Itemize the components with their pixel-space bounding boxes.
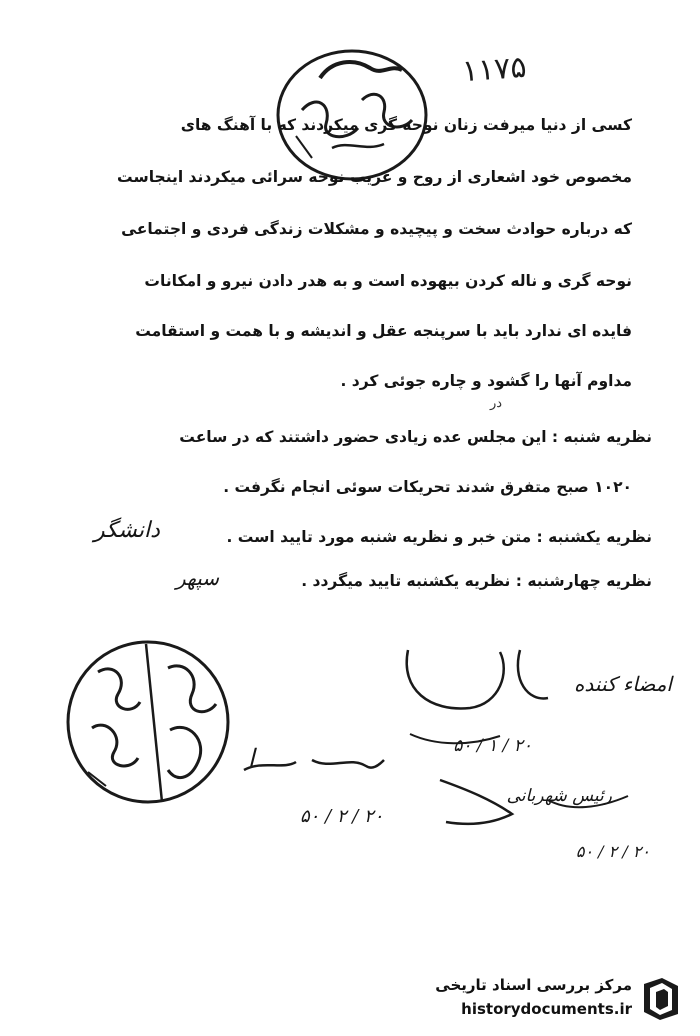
document-line: مداوم آنها را گشود و چاره جوئی کرد . [340,372,632,390]
document-line: نوحه گری و ناله کردن بیهوده است و به هدر دادن نیرو و امکانات [144,272,632,290]
handwritten-initial: ا [248,744,255,772]
handwritten-date-3: ۲۰ / ۲ / ۵۰ [575,842,650,861]
document-line: نظریه یکشنبه : متن خبر و نظریه شنبه مورد تایید است . [226,528,652,546]
watermark-footer [380,970,690,1026]
archive-stamp-bottom [58,632,238,812]
document-line: که درباره حوادث سخت و پیچیده و مشکلات زندگی فردی و اجتماعی [121,220,632,238]
document-line: ۱۰۲۰ صبح متفرق شدند تحریکات سوئی انجام نگرفت . [223,478,632,496]
document-number: ۱۱۷۵ [460,49,528,90]
document-line: کسی از دنیا میرفت زنان نوحه گری میکردند که با آهنگ های [180,116,632,134]
signature-2: رئیس شهربانی [506,786,612,806]
document-line: نظریه شنبه : این مجلس عده زیادی حضور داشتند که در ساعت [179,428,652,446]
handwritten-date-1: ۲۰ / ۱ / ۵۰ [453,736,532,756]
handwritten-date-2: ۲۰ / ۲ / ۵۰ [300,806,384,827]
document-line: فایده ای ندارد باید با سرپنجه عقل و اندیشه و با همت و استقامت [135,322,632,340]
website-url: historydocuments.ir [461,1000,632,1018]
book-logo-icon [638,974,684,1022]
document-line: مخصوص خود اشعاری از روح و غریب نوحه سرائی میکردند اینجاست [117,168,632,186]
org-name: مرکز بررسی اسناد تاریخی [435,976,632,994]
handwritten-insert: در [490,396,503,411]
signature-1: امضاء کننده [573,672,672,696]
margin-note-1: دانشگر [94,518,160,543]
margin-note-2: سپهر [176,566,220,590]
document-line: نظریه چهارشنبه : نظریه یکشنبه تایید میگردد . [301,572,652,590]
